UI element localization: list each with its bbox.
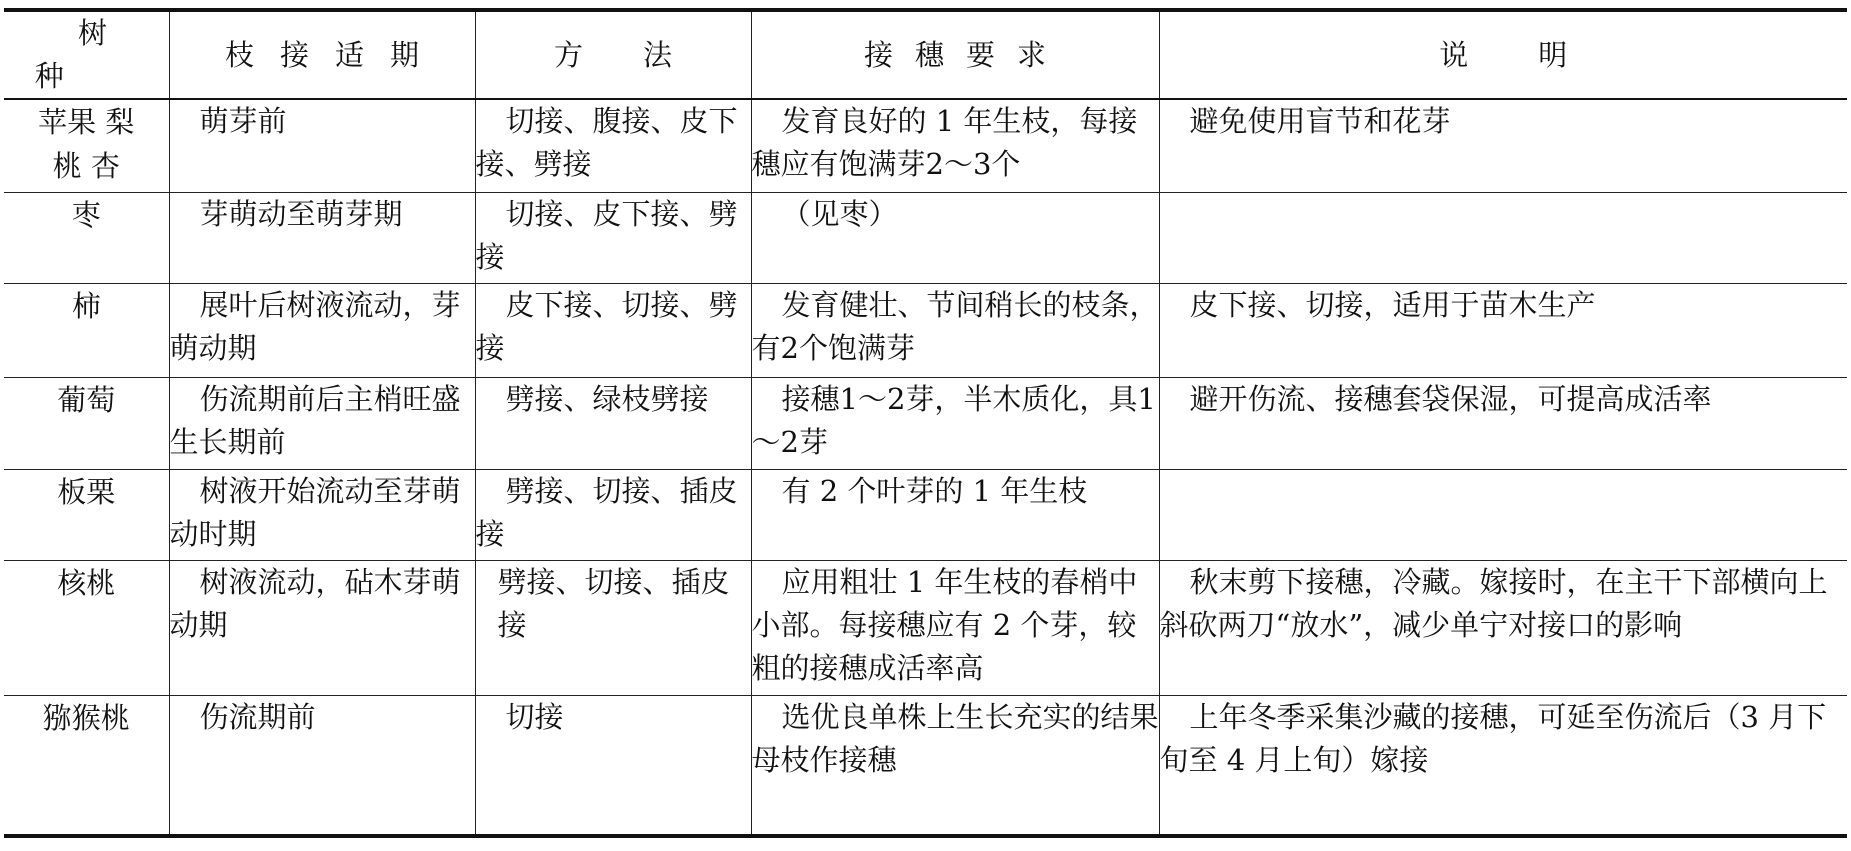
table-row <box>4 696 1847 836</box>
note-cell: 秋末剪下接穗，冷藏。嫁接时，在主干下部横向上斜砍两刀“放水”，减少单宁对接口的影响 <box>1159 560 1847 696</box>
note-cell <box>1159 192 1847 283</box>
species-name: 板栗 <box>57 474 116 509</box>
period-cell: 芽萌动至萌芽期 <box>169 192 475 283</box>
method-cell: 切接 <box>475 696 751 836</box>
note-cell: 皮下接、切接，适用于苗木生产 <box>1159 283 1847 377</box>
species-name: 核桃 <box>57 565 116 600</box>
table-row <box>4 283 1847 377</box>
method-cell: 劈接、切接、插皮接 <box>475 560 751 696</box>
species-cell <box>4 469 169 560</box>
header-method: 方法 <box>475 10 751 99</box>
scion-cell: 应用粗壮 1 年生枝的春梢中小部。每接穗应有 2 个芽，较粗的接穗成活率高 <box>751 560 1159 696</box>
species-name: 桃 杏 <box>52 149 120 183</box>
note-cell: 避开伤流、接穗套袋保湿，可提高成活率 <box>1159 377 1847 469</box>
header-period: 枝接适期 <box>169 10 475 99</box>
species-name: 柿 <box>71 288 101 323</box>
species-cell <box>4 192 169 283</box>
species-cell <box>4 696 169 836</box>
table-row <box>4 192 1847 283</box>
period-cell: 展叶后树液流动，芽萌动期 <box>169 283 475 377</box>
scion-cell: 有 2 个叶芽的 1 年生枝 <box>751 469 1159 560</box>
period-cell: 伤流期前 <box>169 696 475 836</box>
scion-cell: 发育健壮、节间稍长的枝条，有2个饱满芽 <box>751 283 1159 377</box>
table-body <box>4 99 1847 836</box>
method-cell: 切接、皮下接、劈接 <box>475 192 751 283</box>
species-cell <box>4 99 169 192</box>
table-row <box>4 99 1847 192</box>
species-name: 葡萄 <box>57 382 116 417</box>
period-cell: 伤流期前后主梢旺盛生长期前 <box>169 377 475 469</box>
table-row <box>4 377 1847 469</box>
period-cell: 树液流动，砧木芽萌动期 <box>169 560 475 696</box>
method-cell: 皮下接、切接、劈接 <box>475 283 751 377</box>
method-cell: 劈接、绿枝劈接 <box>475 377 751 469</box>
note-cell: 上年冬季采集沙藏的接穗，可延至伤流后（3 月下旬至 4 月上旬）嫁接 <box>1159 696 1847 836</box>
grafting-table <box>4 8 1847 838</box>
species-cell <box>4 560 169 696</box>
note-cell <box>1159 469 1847 560</box>
method-cell: 切接、腹接、皮下接、劈接 <box>475 99 751 192</box>
header-species: 树种 <box>4 10 169 99</box>
species-name: 猕猴桃 <box>42 701 130 736</box>
table-row <box>4 469 1847 560</box>
period-cell: 萌芽前 <box>169 99 475 192</box>
table-header <box>4 10 1847 99</box>
header-row <box>4 10 1847 99</box>
species-cell <box>4 377 169 469</box>
header-scion: 接穗要求 <box>751 10 1159 99</box>
species-cell <box>4 283 169 377</box>
period-cell: 树液开始流动至芽萌动时期 <box>169 469 475 560</box>
method-cell: 劈接、切接、插皮接 <box>475 469 751 560</box>
table-row <box>4 560 1847 696</box>
scion-cell: 接穗1～2芽，半木质化，具1～2芽 <box>751 377 1159 469</box>
scion-cell: 选优良单株上生长充实的结果母枝作接穗 <box>751 696 1159 836</box>
species-name: 苹果 梨 <box>38 105 135 139</box>
note-cell: 避免使用盲节和花芽 <box>1159 99 1847 192</box>
species-name: 枣 <box>71 197 101 232</box>
scion-cell: 发育良好的 1 年生枝，每接穗应有饱满芽2～3个 <box>751 99 1159 192</box>
header-note: 说明 <box>1159 10 1847 99</box>
document-page <box>4 8 1847 838</box>
scion-cell: （见枣） <box>751 192 1159 283</box>
